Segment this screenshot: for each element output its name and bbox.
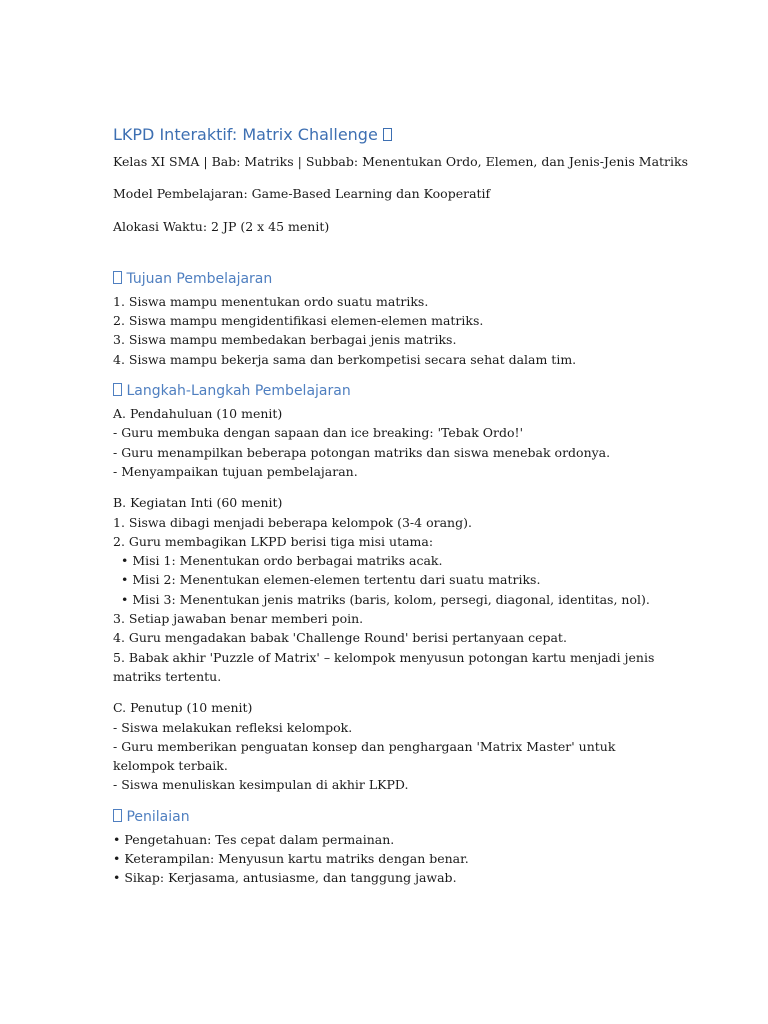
missing-glyph-icon: [113, 809, 122, 822]
list-item: - Siswa melakukan refleksi kelompok.: [113, 719, 353, 735]
list-item: - Guru membuka dengan sapaan dan ice breaking: 'Tebak Ordo!': [113, 425, 524, 441]
list-item: 4. Guru mengadakan babak 'Challenge Round' berisi pertanyaan cepat.: [113, 630, 567, 646]
missing-glyph-icon: [113, 271, 122, 284]
document-page: [113, 124, 689, 888]
list-item: - Menyampaikan tujuan pembelajaran.: [113, 463, 358, 479]
document-title: LKPD Interaktif: Matrix Challenge: [113, 124, 673, 146]
list-item: 4. Siswa mampu bekerja sama dan berkompetisi secara sehat dalam tim.: [113, 351, 577, 367]
meta-time-line: Alokasi Waktu: 2 JP (2 x 45 menit): [113, 218, 330, 234]
list-item: 1. Siswa mampu menentukan ordo suatu matriks.: [113, 293, 429, 309]
list-item: • Misi 3: Menentukan jenis matriks (baris, kolom, persegi, diagonal, identitas, nol).: [121, 591, 650, 607]
list-item: - Siswa menuliskan kesimpulan di akhir LKPD.: [113, 777, 409, 793]
list-item: - Guru menampilkan beberapa potongan matriks dan siswa menebak ordonya.: [113, 444, 611, 460]
list-item: • Misi 2: Menentukan elemen-elemen tertentu dari suatu matriks.: [121, 572, 541, 588]
subsection-title: C. Penutup (10 menit): [113, 700, 253, 716]
meta-model-line: Model Pembelajaran: Game-Based Learning dan Kooperatif: [113, 186, 491, 202]
heading-penilaian: Penilaian: [113, 807, 673, 827]
subsection-title: A. Pendahuluan (10 menit): [113, 406, 283, 422]
list-item: • Pengetahuan: Tes cepat dalam permainan.: [113, 831, 395, 847]
missing-glyph-icon: [113, 383, 122, 396]
list-item: 3. Setiap jawaban benar memberi poin.: [113, 611, 364, 627]
meta-class-line: Kelas XI SMA | Bab: Matriks | Subbab: Menentukan Ordo, Elemen, dan Jenis-Jenis Matriks: [113, 154, 689, 169]
list-item: • Misi 1: Menentukan ordo berbagai matriks acak.: [121, 553, 443, 569]
list-item: 2. Guru membagikan LKPD berisi tiga misi utama:: [113, 533, 434, 549]
list-item: • Keterampilan: Menyusun kartu matriks dengan benar.: [113, 851, 469, 867]
list-item: 2. Siswa mampu mengidentifikasi elemen-elemen matriks.: [113, 313, 484, 329]
heading-langkah: Langkah-Langkah Pembelajaran: [113, 381, 673, 401]
subsection-title: B. Kegiatan Inti (60 menit): [113, 495, 283, 511]
list-item: 5. Babak akhir 'Puzzle of Matrix' – kelompok menyusun potongan kartu menjadi jenis matriks tertentu.: [113, 649, 655, 684]
list-item: 3. Siswa mampu membedakan berbagai jenis matriks.: [113, 332, 457, 348]
heading-tujuan: Tujuan Pembelajaran: [113, 269, 673, 289]
missing-glyph-icon: [383, 128, 392, 141]
list-item: - Guru memberikan penguatan konsep dan penghargaan 'Matrix Master' untuk kelompok terbaik.: [113, 738, 616, 774]
list-item: • Sikap: Kerjasama, antusiasme, dan tanggung jawab.: [113, 870, 457, 886]
list-item: 1. Siswa dibagi menjadi beberapa kelompok (3-4 orang).: [113, 514, 472, 530]
